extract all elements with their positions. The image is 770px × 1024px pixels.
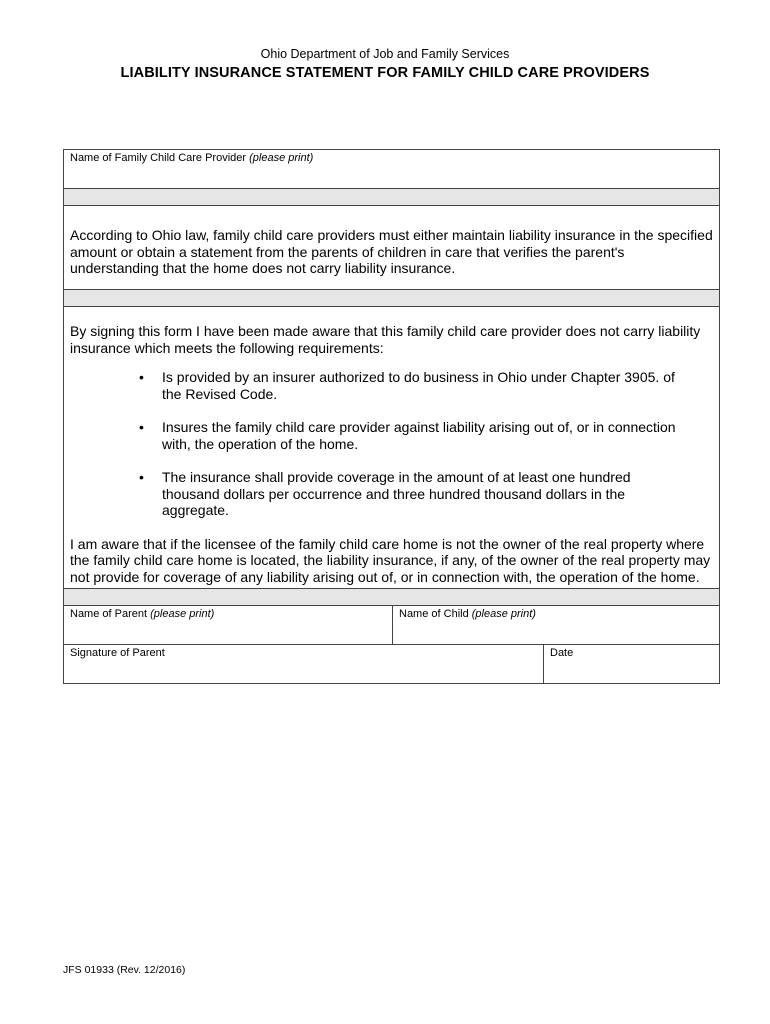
form-title: LIABILITY INSURANCE STATEMENT FOR FAMILY CHILD CARE PROVIDERS [120,65,650,81]
bullet-icon: • [139,419,144,435]
requirements-list [64,369,719,519]
date-label: Date [550,647,574,659]
law-statement-section [64,206,719,290]
acknowledgement-section [64,307,719,589]
statement-form [63,149,720,684]
signature-label: Signature of Parent [70,647,165,659]
parent-signature-field[interactable] [64,645,544,683]
shaded-divider [64,290,719,307]
list-item: • The insurance shall provide coverage in the amount of at least one hundred thousand dollars per occurrence and three hundred thousand dollars in the aggregate. [139,469,631,518]
bullet-icon: • [139,469,144,485]
law-statement: According to Ohio law, family child care providers must either maintain liability insurance in the specified amount or obtain a statement from the parents of children in care that verifies the parent's understanding that the home does not carry liability insurance. [70,227,713,276]
owner-statement: I am aware that if the licensee of the family child care home is not the owner of the real property where the family child care home is located, the liability insurance, if any, of the owner of the real property may not provide for coverage of any liability arising out of, or in connection with, the operation of the home. [70,535,711,585]
bullet-icon: • [139,369,144,385]
parent-child-row [64,606,719,645]
list-item: • Is provided by an insurer authorized to do business in Ohio under Chapter 3905. of the Revised Code. [139,369,675,402]
child-name-label: Name of Child (please print) [399,608,536,620]
provider-name-label: Name of Family Child Care Provider (please print) [70,152,314,164]
shaded-divider [64,189,719,206]
shaded-divider [64,589,719,606]
parent-name-hint: (please print) [150,608,215,620]
parent-name-label: Name of Parent (please print) [70,608,215,620]
child-name-hint: (please print) [471,608,536,620]
date-field[interactable] [544,645,719,683]
agency-name: Ohio Department of Job and Family Services [260,47,510,61]
child-name-field[interactable] [393,606,719,644]
provider-name-field[interactable] [64,150,719,189]
form-revision: JFS 01933 (Rev. 12/2016) [63,964,186,976]
signature-date-row [64,645,719,684]
provider-name-hint: (please print) [249,152,314,164]
parent-name-field[interactable] [64,606,393,644]
list-item: • Insures the family child care provider against liability arising out of, or in connection with, the operation of the home. [139,419,676,452]
signing-statement: By signing this form I have been made aware that this family child care provider does not carry liability insurance which meets the following requirements: [70,323,701,356]
